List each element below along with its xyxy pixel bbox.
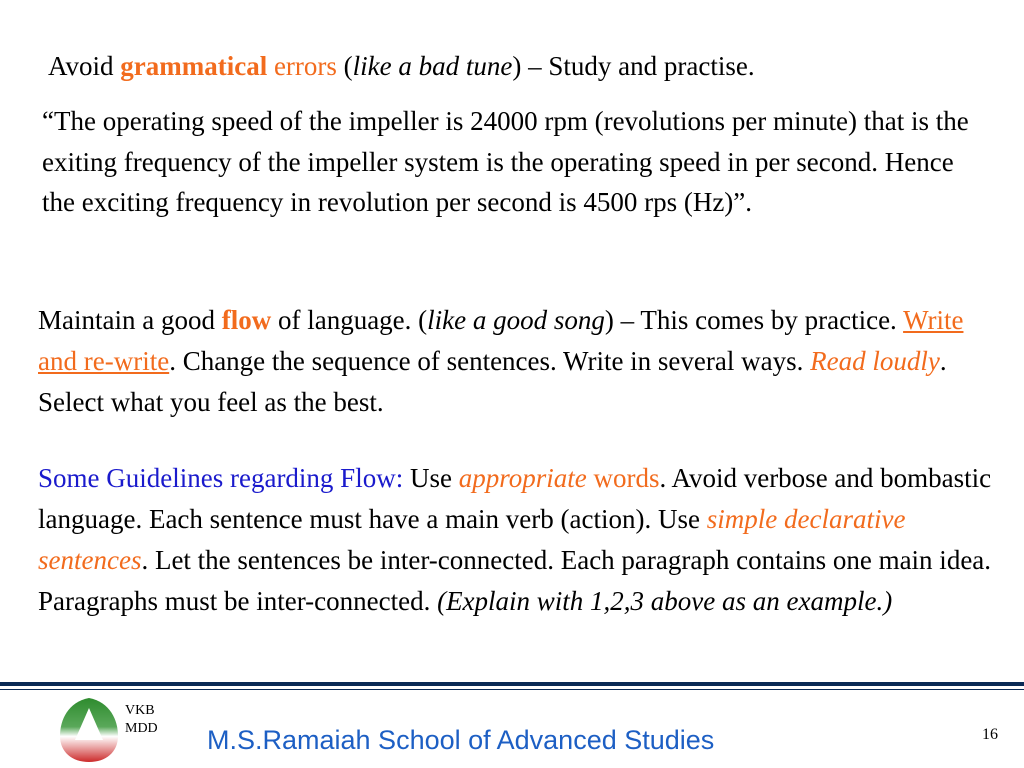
p3-text-5: . Avoid verbose and bombastic language. Each sentence must have a main verb (action). Use <box>38 463 992 534</box>
p2-text-9: . Select what you feel as the best. <box>38 346 947 417</box>
paragraph-flow <box>38 300 988 423</box>
paragraph-guidelines <box>38 458 998 622</box>
page-number: 16 <box>982 726 998 743</box>
p3-words: words <box>586 463 660 493</box>
initials-line-2: MDD <box>125 721 158 736</box>
p1-text-1: Avoid <box>48 51 121 81</box>
p1-grammatical: grammatical <box>120 51 268 81</box>
p3-appropriate: appropriate <box>458 463 587 493</box>
p2-write-rewrite: Write and re-write <box>38 305 964 376</box>
p3-simple-declarative: simple declarative sentences <box>38 504 906 575</box>
footer-institution-title: M.S.Ramaiah School of Advanced Studies <box>207 725 715 755</box>
ramaiah-logo-icon <box>58 696 120 764</box>
p3-text-7: . Let the sentences be inter-connected. Each paragraph contains one main idea. Paragraphs must be inter-connected. <box>38 545 992 616</box>
p3-explain-example: (Explain with 1,2,3 above as an example.) <box>437 586 893 616</box>
p1-like-bad-tune: like a bad tune <box>352 51 513 81</box>
footer-divider-thick <box>0 682 1024 686</box>
p1-errors: errors <box>267 51 337 81</box>
p2-text-7: . Change the sequence of sentences. Write in several ways. <box>169 346 811 376</box>
example-quote: “The operating speed of the impeller is 24000 rpm (revolutions per minute) that is the exiting frequency of the impeller system is the operating speed in per second. Hence the exciting frequency in revolution per second is 4500 rps (Hz)”. <box>42 106 969 217</box>
p2-text-3: of language. ( <box>271 305 428 335</box>
p1-text-4: ( <box>336 51 353 81</box>
p2-text-1: Maintain a good <box>38 305 222 335</box>
p2-read-loudly: Read loudly <box>810 346 940 376</box>
p2-text-5: ) – This comes by practice. <box>604 305 904 335</box>
p3-text-2: Use <box>409 463 459 493</box>
p2-like-good-song: like a good song <box>427 305 605 335</box>
p1-text-6: ) – Study and practise. <box>512 51 755 81</box>
p2-flow: flow <box>221 305 272 335</box>
author-initials <box>125 702 158 738</box>
paragraph-grammar <box>48 46 1008 87</box>
initials-line-1: VKB <box>125 703 155 718</box>
footer-divider-thin <box>0 689 1024 690</box>
p3-guidelines-heading: Some Guidelines regarding Flow: <box>38 463 410 493</box>
